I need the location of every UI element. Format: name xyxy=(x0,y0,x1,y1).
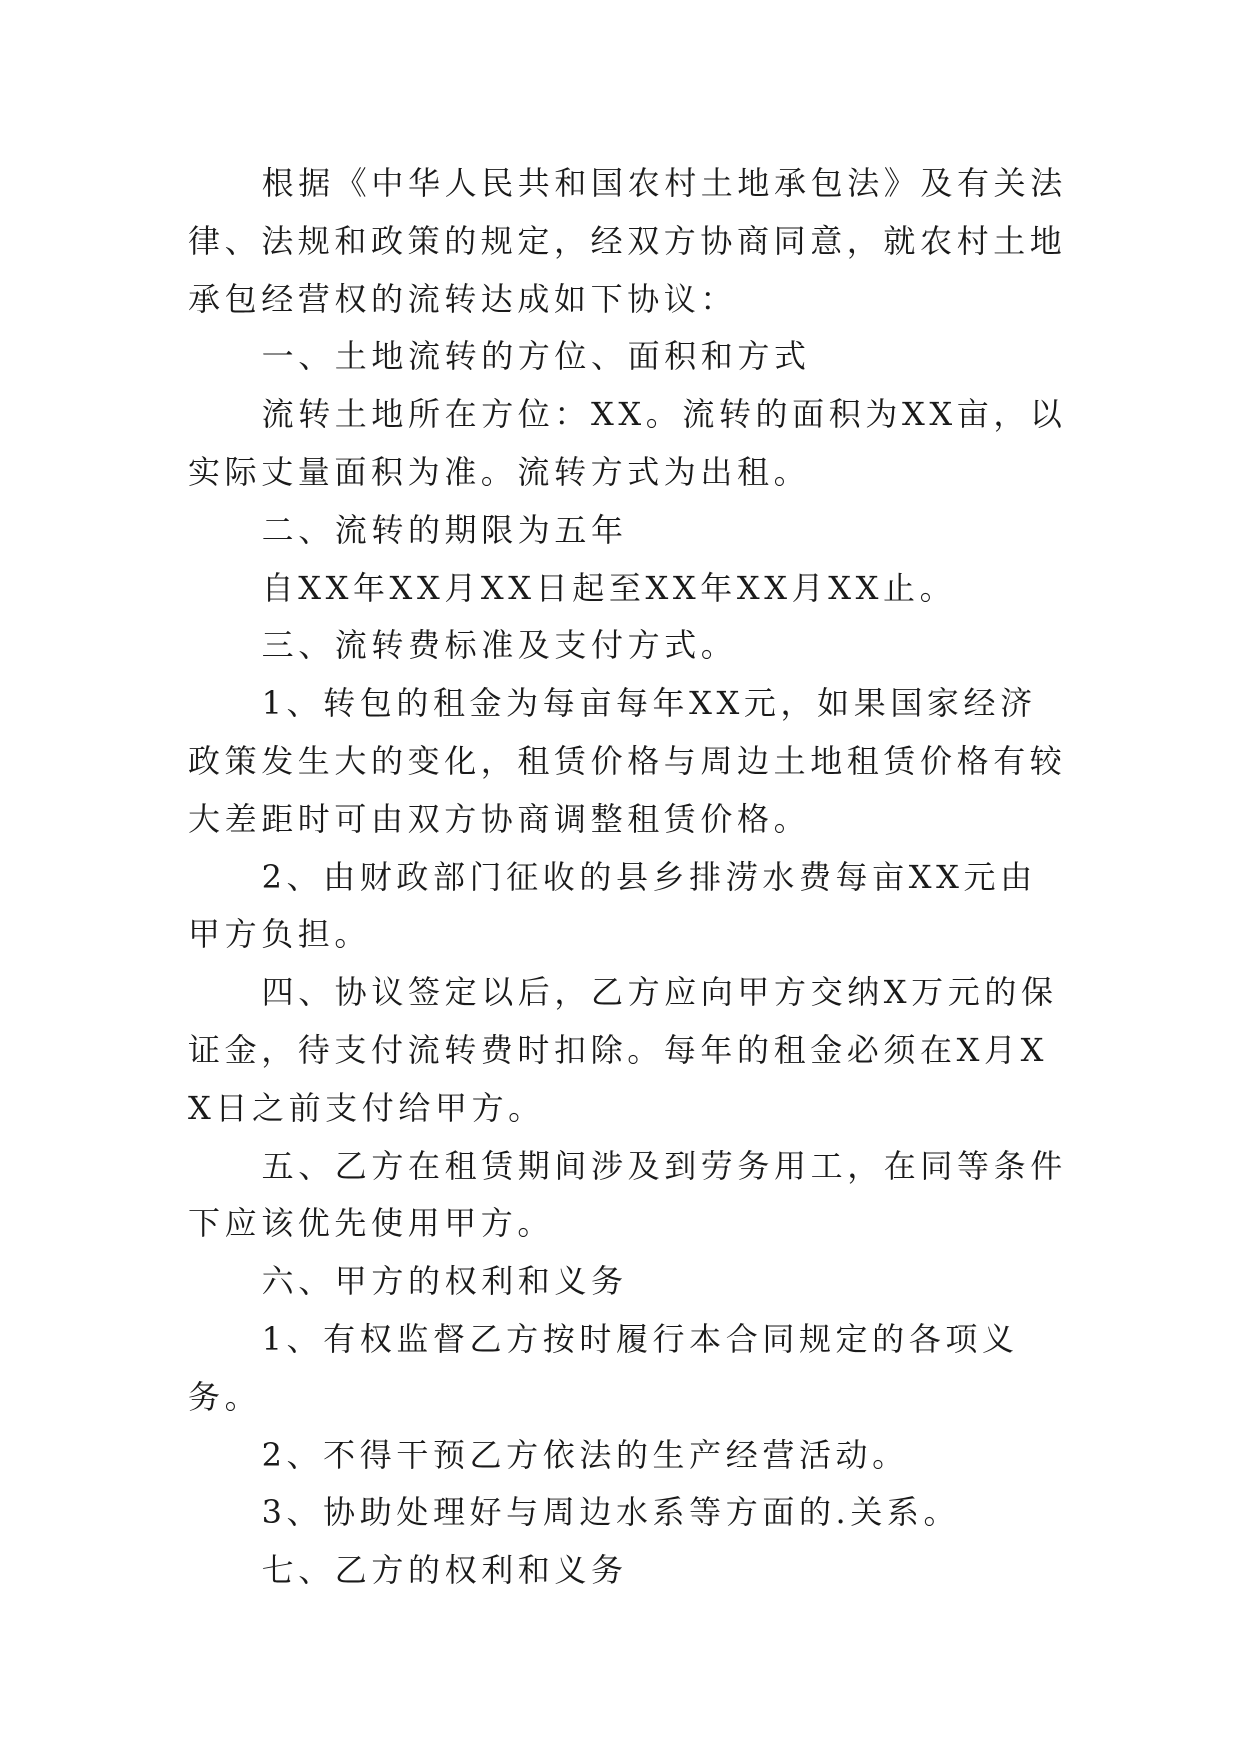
clause-6-3: 3、协助处理好与周边水系等方面的.关系。 xyxy=(261,1493,961,1532)
clause-6-2: 2、不得干预乙方依法的生产经营活动。 xyxy=(261,1435,909,1474)
section-5: 五、乙方在租赁期间涉及到劳务用工，在同等条件下应该优先使用甲方。 xyxy=(188,1146,1067,1243)
clause-6-1: 1、有权监督乙方按时履行本合同规定的各项义务。 xyxy=(188,1319,1019,1416)
paragraph-location: 流转土地所在方位：XX。流转的面积为XX亩，以实际丈量面积为准。流转方式为出租。 xyxy=(188,395,1067,491)
section-heading-1: 一、土地流转的方位、面积和方式 xyxy=(261,337,811,376)
clause-3-2: 2、由财政部门征收的县乡排涝水费每亩XX元由甲方负担。 xyxy=(188,857,1037,954)
paragraph-preamble: 根据《中华人民共和国农村土地承包法》及有关法律、法规和政策的规定，经双方协商同意，就农村土地承包经营权的流转达成如下协议： xyxy=(188,164,1067,318)
section-4: 四、协议签定以后，乙方应向甲方交纳X万元的保证金，待支付流转费时扣除。每年的租金必须在X月XX日之前支付给甲方。 xyxy=(188,973,1058,1127)
section-heading-3: 三、流转费标准及支付方式。 xyxy=(261,626,738,665)
section-heading-6: 六、甲方的权利和义务 xyxy=(261,1262,628,1301)
section-heading-2: 二、流转的期限为五年 xyxy=(261,510,628,549)
section-heading-7: 七、乙方的权利和义务 xyxy=(261,1551,628,1590)
clause-3-1: 1、转包的租金为每亩每年XX元，如果国家经济政策发生大的变化，租赁价格与周边土地租赁价格有较大差距时可由双方协商调整租赁价格。 xyxy=(188,684,1067,838)
paragraph-term: 自XX年XX月XX日起至XX年XX月XX止。 xyxy=(261,568,957,607)
document-body xyxy=(188,155,1068,1600)
